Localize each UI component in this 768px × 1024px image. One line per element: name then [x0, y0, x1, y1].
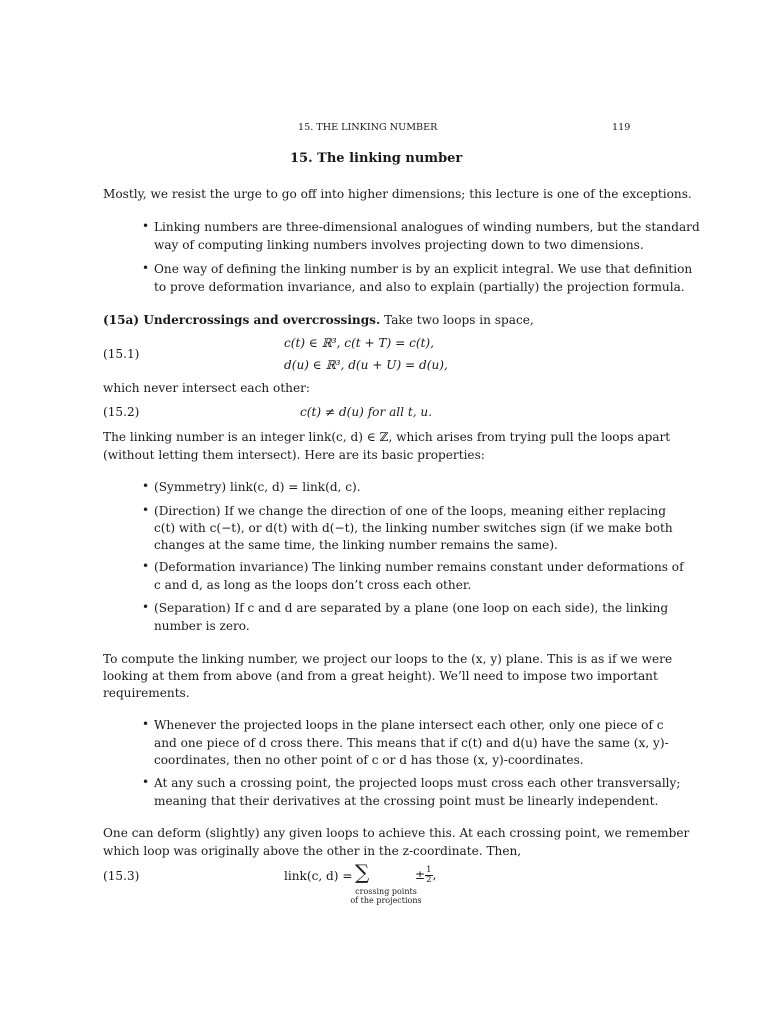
subsection-paragraph — [103, 313, 534, 327]
equation-tag: (15.1) — [103, 347, 140, 361]
running-header: 15. THE LINKING NUMBER — [298, 122, 438, 133]
bullet-line: number is zero. — [154, 619, 250, 633]
bullet-line: way of computing linking numbers involves projecting down to two dimensions. — [154, 238, 644, 252]
fraction-numerator: 1 — [426, 865, 432, 875]
summation-subscript-line: crossing points — [355, 887, 417, 896]
paragraph-line: The linking number is an integer link(c, d) ∈ ℤ, which arises from trying pull the loops apart — [103, 430, 671, 444]
bullet-line: Whenever the projected loops in the plane intersect each other, only one piece of c — [154, 718, 664, 732]
page-number: 119 — [612, 122, 631, 133]
bullet-marker: • — [142, 717, 150, 731]
bullet-marker: • — [142, 219, 150, 233]
equation-expression: c(t) ≠ d(u) for all t, u. — [300, 405, 433, 419]
intro-paragraph: Mostly, we resist the urge to go off into higher dimensions; this lecture is one of the exceptions. — [103, 187, 692, 201]
subsection-lead: Take two loops in space, — [384, 313, 534, 327]
bullet-line: coordinates, then no other point of c or d has those (x, y)-coordinates. — [154, 753, 584, 767]
paragraph-line: which never intersect each other: — [103, 381, 310, 395]
equation-lhs: link(c, d) = — [284, 869, 353, 883]
bullet-line: (Separation) If c and d are separated by a plane (one loop on each side), the linking — [154, 601, 669, 615]
paragraph-line: To compute the linking number, we project our loops to the (x, y) plane. This is as if we were — [103, 652, 673, 666]
equation-line: c(t) ∈ ℝ³, c(t + T) = c(t), — [284, 336, 434, 350]
bullet-line: Linking numbers are three-dimensional analogues of winding numbers, but the standard — [154, 220, 700, 234]
equation-line: d(u) ∈ ℝ³, d(u + U) = d(u), — [284, 358, 448, 372]
summation-subscript — [336, 887, 436, 905]
paragraph-line: looking at them from above (and from a great height). We’ll need to impose two important — [103, 669, 658, 683]
paragraph-line: requirements. — [103, 686, 190, 700]
bullet-marker: • — [142, 600, 150, 614]
bullet-line: (Direction) If we change the direction of one of the loops, meaning either replacing — [154, 504, 666, 518]
bullet-line: c(t) with c(−t), or d(t) with d(−t), the linking number switches sign (if we make both — [154, 521, 673, 535]
bullet-marker: • — [142, 261, 150, 275]
fraction-denominator: 2 — [426, 875, 432, 885]
bullet-line: c and d, as long as the loops don’t cross each other. — [154, 578, 472, 592]
bullet-line: meaning that their derivatives at the crossing point must be linearly independent. — [154, 794, 659, 808]
subsection-heading: (15a) Undercrossings and overcrossings. — [103, 313, 381, 327]
paragraph-line: (without letting them intersect). Here are its basic properties: — [103, 448, 485, 462]
bullet-marker: • — [142, 479, 150, 493]
equation-tag: (15.3) — [103, 869, 140, 883]
bullet-line: (Symmetry) link(c, d) = link(d, c). — [154, 480, 361, 494]
bullet-line: One way of defining the linking number is by an explicit integral. We use that definition — [154, 262, 693, 276]
summation-sign: ∑ — [355, 860, 370, 884]
bullet-line: to prove deformation invariance, and also to explain (partially) the projection formula. — [154, 280, 685, 294]
bullet-line: changes at the same time, the linking number remains the same). — [154, 538, 558, 552]
plus-minus: ± — [415, 868, 426, 882]
paragraph-line: One can deform (slightly) any given loops to achieve this. At each crossing point, we remember — [103, 826, 690, 840]
one-half-fraction — [425, 866, 432, 885]
equation-tag: (15.2) — [103, 405, 140, 419]
bullet-line: (Deformation invariance) The linking number remains constant under deformations of — [154, 560, 684, 574]
bullet-marker: • — [142, 503, 150, 517]
bullet-line: and one piece of d cross there. This means that if c(t) and d(u) have the same (x, y)- — [154, 736, 669, 750]
paragraph-line: which loop was originally above the other in the z-coordinate. Then, — [103, 844, 522, 858]
bullet-line: At any such a crossing point, the projected loops must cross each other transversally; — [154, 776, 681, 790]
trailing-comma: , — [432, 868, 437, 882]
section-title: 15. The linking number — [290, 151, 463, 166]
summation-subscript-line: of the projections — [350, 896, 422, 905]
bullet-marker: • — [142, 775, 150, 789]
bullet-marker: • — [142, 559, 150, 573]
equation-term — [415, 866, 436, 885]
